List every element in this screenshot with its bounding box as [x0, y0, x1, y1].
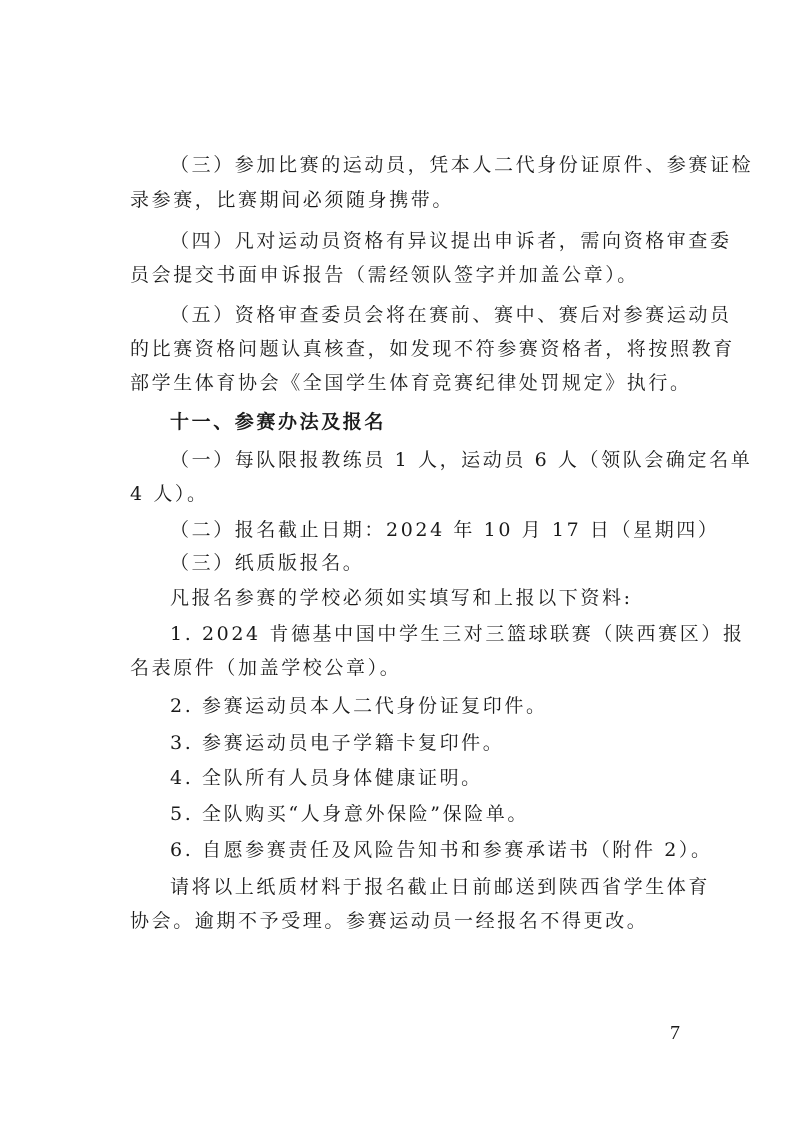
page-number: 7	[670, 1022, 680, 1044]
material-item-1-line-1: 1. 2024 肯德基中国中学生三对三篮球联赛（陕西赛区）报	[170, 623, 745, 645]
materials-intro: 凡报名参赛的学校必须如实填写和上报以下资料:	[170, 587, 633, 609]
closing-line-1: 请将以上纸质材料于报名截止日前邮送到陕西省学生体育	[170, 876, 711, 898]
section-heading: 十一、参赛办法及报名	[170, 411, 387, 433]
registration-3: （三）纸质版报名。	[170, 552, 365, 574]
paragraph-4-line-2: 员会提交书面申诉报告（需经领队签字并加盖公章）。	[130, 264, 639, 286]
material-item-5: 5. 全队购买“人身意外保险”保险单。	[170, 803, 529, 825]
paragraph-5-line-3: 部学生体育协会《全国学生体育竞赛纪律处罚规定》执行。	[130, 372, 692, 394]
material-item-3: 3. 参赛运动员电子学籍卡复印件。	[170, 732, 505, 754]
material-item-6: 6. 自愿参赛责任及风险告知书和参赛承诺书（附件 2）。	[170, 839, 713, 861]
material-item-4: 4. 全队所有人员身体健康证明。	[170, 767, 483, 789]
paragraph-5-line-1: （五）资格审查委员会将在赛前、赛中、赛后对参赛运动员	[170, 304, 732, 326]
material-item-1-line-2: 名表原件（加盖学校公章）。	[130, 657, 402, 679]
paragraph-5-line-2: 的比赛资格问题认真核查，如发现不符参赛资格者，将按照教育	[130, 338, 735, 360]
paragraph-3-line-1: （三）参加比赛的运动员，凭本人二代身份证原件、参赛证检	[170, 154, 754, 176]
closing-line-2: 协会。逾期不予受理。参赛运动员一经报名不得更改。	[130, 910, 649, 932]
paragraph-3-line-2: 录参赛，比赛期间必须随身携带。	[130, 189, 455, 211]
paragraph-4-line-1: （四）凡对运动员资格有异议提出申诉者，需向资格审查委	[170, 230, 732, 252]
registration-2: （二）报名截止日期：2024 年 10 月 17 日（星期四）	[170, 519, 720, 541]
registration-1-line-2: 4 人）。	[130, 483, 209, 505]
material-item-2: 2. 参赛运动员本人二代身份证复印件。	[170, 695, 548, 717]
registration-1-line-1: （一）每队限报教练员 1 人，运动员 6 人（领队会确定名单	[170, 449, 753, 471]
